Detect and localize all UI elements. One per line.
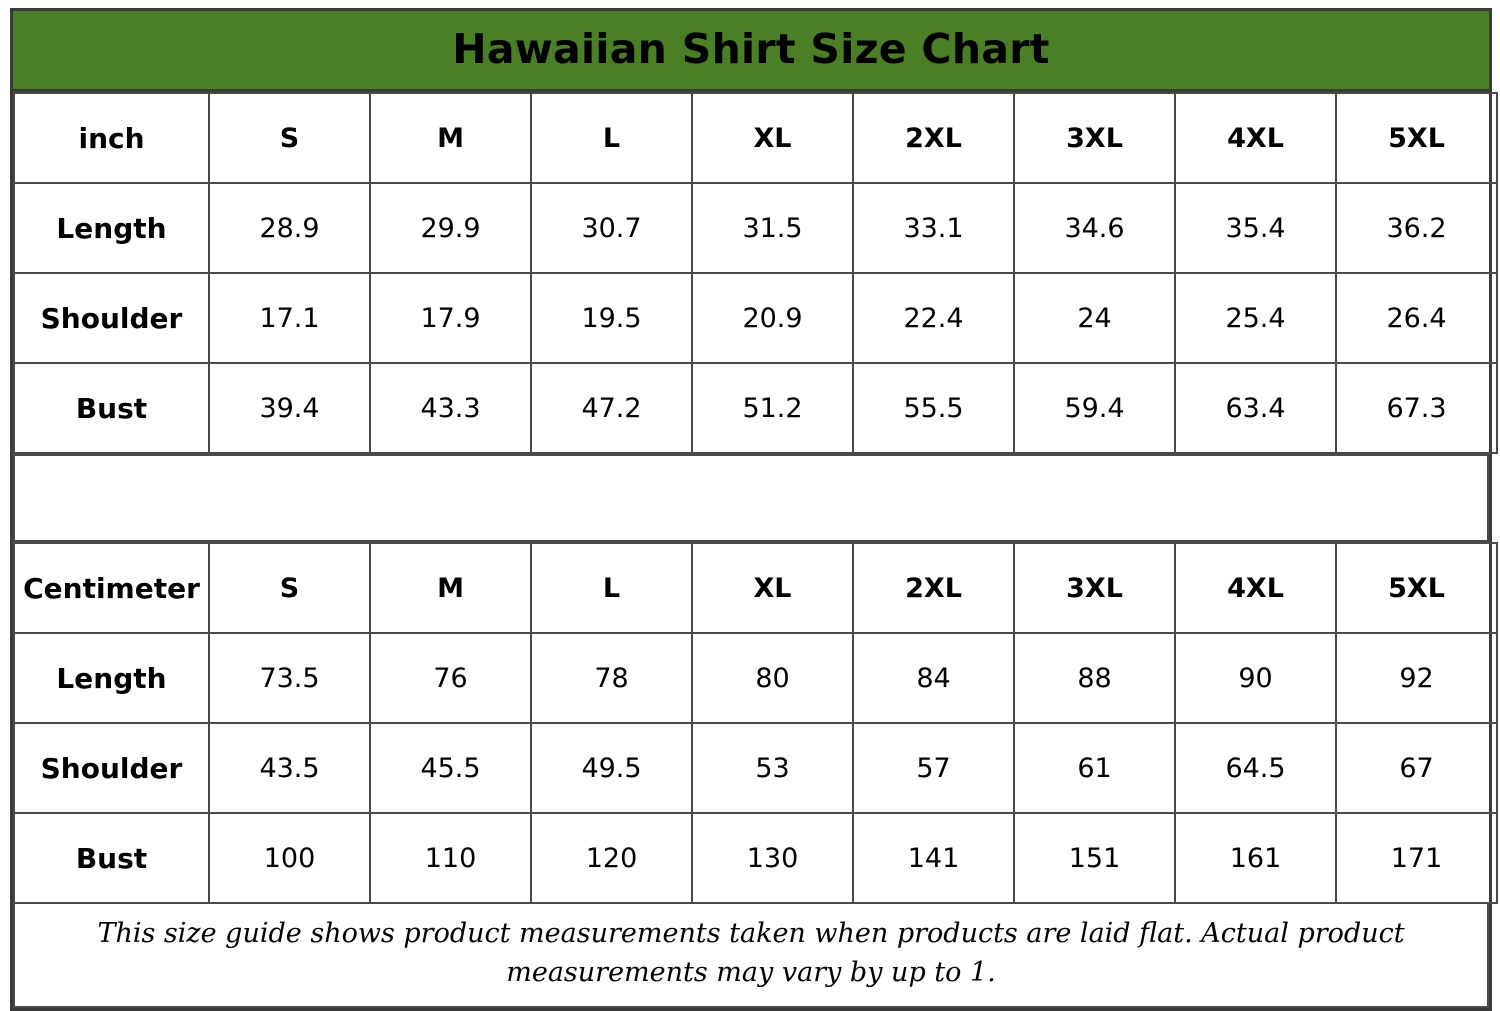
cell-inch-shoulder-3xl: 24	[1014, 273, 1175, 363]
cell-inch-bust-2xl: 55.5	[853, 363, 1014, 453]
cell-inch-length-s: 28.9	[209, 183, 370, 273]
cell-cm-bust-5xl: 171	[1336, 813, 1497, 903]
column-header-5xl: 5XL	[1336, 93, 1497, 183]
cell-cm-bust-m: 110	[370, 813, 531, 903]
table-row	[14, 273, 1497, 363]
cell-cm-bust-4xl: 161	[1175, 813, 1336, 903]
cell-inch-bust-m: 43.3	[370, 363, 531, 453]
cell-inch-bust-s: 39.4	[209, 363, 370, 453]
cell-inch-shoulder-2xl: 22.4	[853, 273, 1014, 363]
cell-inch-shoulder-s: 17.1	[209, 273, 370, 363]
cell-cm-shoulder-l: 49.5	[531, 723, 692, 813]
column-header-m: M	[370, 93, 531, 183]
cell-cm-bust-2xl: 141	[853, 813, 1014, 903]
row-label-shoulder: Shoulder	[14, 273, 209, 363]
column-header-3xl: 3XL	[1014, 93, 1175, 183]
table-header-row	[14, 93, 1497, 183]
cell-cm-length-5xl: 92	[1336, 633, 1497, 723]
column-header-m: M	[370, 543, 531, 633]
centimeter-size-table	[13, 542, 1498, 904]
cell-inch-bust-5xl: 67.3	[1336, 363, 1497, 453]
cell-cm-bust-xl: 130	[692, 813, 853, 903]
cell-cm-shoulder-4xl: 64.5	[1175, 723, 1336, 813]
cell-cm-length-s: 73.5	[209, 633, 370, 723]
cell-cm-shoulder-xl: 53	[692, 723, 853, 813]
cell-inch-bust-xl: 51.2	[692, 363, 853, 453]
unit-label-centimeter: Centimeter	[14, 543, 209, 633]
cell-inch-shoulder-5xl: 26.4	[1336, 273, 1497, 363]
cell-cm-shoulder-5xl: 67	[1336, 723, 1497, 813]
cell-inch-length-m: 29.9	[370, 183, 531, 273]
column-header-l: L	[531, 543, 692, 633]
row-label-shoulder: Shoulder	[14, 723, 209, 813]
cell-cm-length-3xl: 88	[1014, 633, 1175, 723]
cell-cm-length-m: 76	[370, 633, 531, 723]
column-header-3xl: 3XL	[1014, 543, 1175, 633]
row-label-length: Length	[14, 633, 209, 723]
row-label-bust: Bust	[14, 363, 209, 453]
row-label-length: Length	[14, 183, 209, 273]
cell-cm-bust-l: 120	[531, 813, 692, 903]
cell-cm-length-2xl: 84	[853, 633, 1014, 723]
cell-inch-length-5xl: 36.2	[1336, 183, 1497, 273]
cell-inch-bust-3xl: 59.4	[1014, 363, 1175, 453]
cell-cm-shoulder-m: 45.5	[370, 723, 531, 813]
column-header-2xl: 2XL	[853, 543, 1014, 633]
table-row	[14, 633, 1497, 723]
cell-inch-length-2xl: 33.1	[853, 183, 1014, 273]
cell-inch-length-l: 30.7	[531, 183, 692, 273]
column-header-l: L	[531, 93, 692, 183]
table-row	[14, 183, 1497, 273]
cell-inch-length-3xl: 34.6	[1014, 183, 1175, 273]
unit-label-inch: inch	[14, 93, 209, 183]
cell-cm-bust-s: 100	[209, 813, 370, 903]
inch-size-table	[13, 92, 1498, 454]
column-header-5xl: 5XL	[1336, 543, 1497, 633]
cell-cm-shoulder-s: 43.5	[209, 723, 370, 813]
cell-inch-bust-4xl: 63.4	[1175, 363, 1336, 453]
measurement-note: This size guide shows product measurements taken when products are laid flat. Actual product measurements may vary by up to 1.	[13, 904, 1489, 1008]
cell-cm-shoulder-2xl: 57	[853, 723, 1014, 813]
table-header-row	[14, 543, 1497, 633]
cell-inch-shoulder-4xl: 25.4	[1175, 273, 1336, 363]
cell-cm-bust-3xl: 151	[1014, 813, 1175, 903]
cell-inch-shoulder-l: 19.5	[531, 273, 692, 363]
cell-inch-shoulder-xl: 20.9	[692, 273, 853, 363]
column-header-xl: XL	[692, 93, 853, 183]
column-header-4xl: 4XL	[1175, 93, 1336, 183]
cell-cm-length-l: 78	[531, 633, 692, 723]
column-header-xl: XL	[692, 543, 853, 633]
page-title: Hawaiian Shirt Size Chart	[13, 11, 1489, 92]
cell-cm-shoulder-3xl: 61	[1014, 723, 1175, 813]
cell-cm-length-xl: 80	[692, 633, 853, 723]
cell-inch-bust-l: 47.2	[531, 363, 692, 453]
cell-cm-length-4xl: 90	[1175, 633, 1336, 723]
size-chart-frame	[10, 8, 1492, 1011]
column-header-2xl: 2XL	[853, 93, 1014, 183]
cell-inch-shoulder-m: 17.9	[370, 273, 531, 363]
table-row	[14, 723, 1497, 813]
row-label-bust: Bust	[14, 813, 209, 903]
cell-inch-length-xl: 31.5	[692, 183, 853, 273]
column-header-s: S	[209, 93, 370, 183]
column-header-s: S	[209, 543, 370, 633]
cell-inch-length-4xl: 35.4	[1175, 183, 1336, 273]
table-divider	[13, 454, 1489, 542]
table-row	[14, 363, 1497, 453]
column-header-4xl: 4XL	[1175, 543, 1336, 633]
table-row	[14, 813, 1497, 903]
